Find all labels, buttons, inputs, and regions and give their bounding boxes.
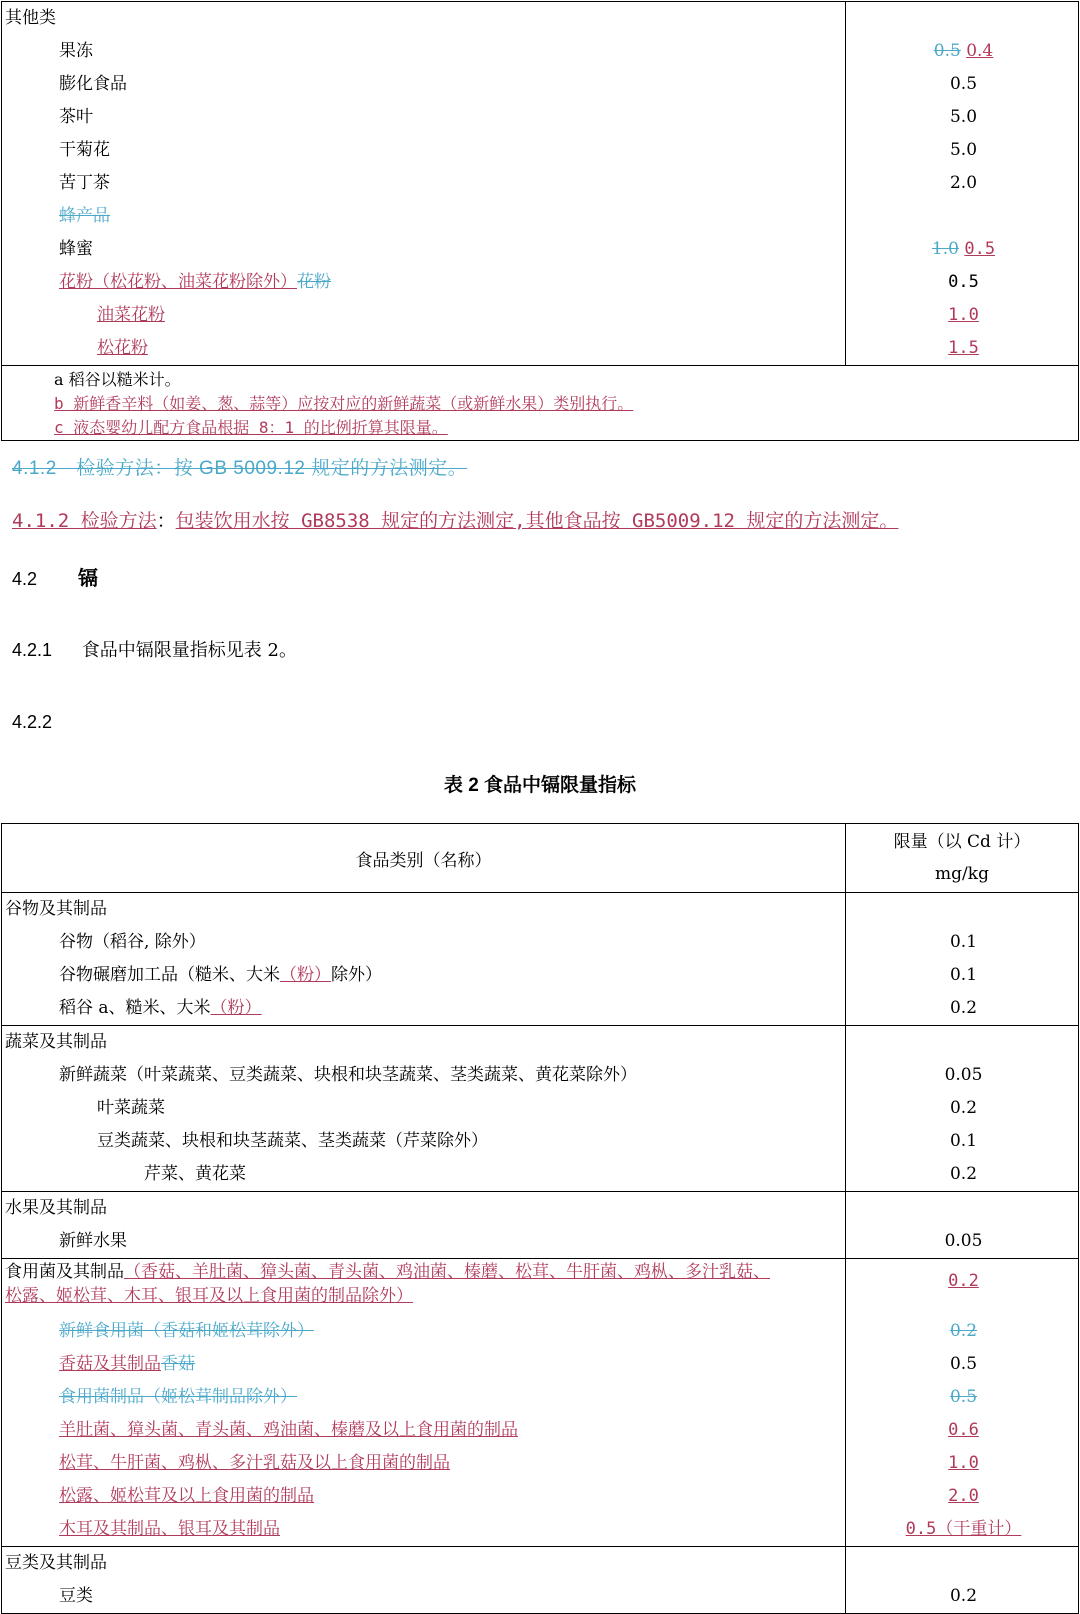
table-2-limit <box>846 893 1078 926</box>
clause-4-1-2-colon: ： <box>156 510 176 532</box>
category-text: 香菇及其制品 <box>59 1354 161 1374</box>
table-1-category <box>2 167 845 200</box>
clause-4-2-1-text: 食品中镉限量指标见表 2。 <box>81 640 297 661</box>
table-1-limit <box>846 233 1078 266</box>
limit-value: 5.0 <box>949 107 978 127</box>
table-2-limit <box>846 1125 1078 1158</box>
table-2-limit <box>846 1580 1078 1613</box>
limit-value: 0.2 <box>949 998 978 1018</box>
limit-value: 0.1 <box>949 1131 978 1151</box>
table-1-category <box>2 35 845 68</box>
table-2-category <box>2 1158 845 1191</box>
table-2-header-limit-line1: 限量（以 Cd 计） <box>893 832 1031 852</box>
table-2-limit-cell <box>846 1026 1079 1192</box>
limit-value: 0.2 <box>949 1164 978 1184</box>
category-text: 新鲜蔬菜（叶菜蔬菜、豆类蔬菜、块根和块茎蔬菜、茎类蔬菜、黄花菜除外） <box>59 1065 637 1085</box>
table-2-category-cell <box>2 1547 846 1614</box>
table-2-category <box>2 1059 845 1092</box>
category-text: 松露、姬松茸、木耳、银耳及以上食用菌的制品除外） <box>5 1286 413 1306</box>
table-2-limit <box>846 1414 1078 1447</box>
table-2-limit <box>846 959 1078 992</box>
limit-value: 5.0 <box>949 140 978 160</box>
table-1-limit <box>846 200 1078 233</box>
table-1-limit <box>846 2 1078 35</box>
limit-value: 2.0 <box>949 173 978 193</box>
table-1-category <box>2 134 845 167</box>
limit-value: 0.1 <box>949 965 978 985</box>
clause-4-1-2 <box>12 506 898 533</box>
category-text: 花粉（松花粉、油菜花粉除外） <box>59 272 297 292</box>
table-2-header-limit-line2: mg/kg <box>935 864 989 884</box>
table-2-group-row <box>2 1026 1079 1192</box>
table-2-category <box>2 1381 845 1414</box>
table-1-continuation <box>1 1 1079 441</box>
table-2-cadmium-limits <box>1 823 1079 1614</box>
table-2-category <box>2 926 845 959</box>
section-4-2-heading <box>12 562 98 591</box>
clause-4-2-2-number: 4.2.2 <box>12 712 53 732</box>
category-text: 干菊花 <box>59 140 110 160</box>
category-text: 稻谷 a、糙米、大米 <box>59 998 211 1018</box>
table-2-category <box>2 1348 845 1381</box>
table-2-limit <box>846 1348 1078 1381</box>
category-text: 叶菜蔬菜 <box>97 1098 165 1118</box>
category-text: 松花粉 <box>97 338 148 358</box>
table-1-limit <box>846 266 1078 299</box>
category-text: （粉） <box>280 965 331 985</box>
limit-value: 1.0 <box>931 239 959 259</box>
category-text: 豆类蔬菜、块根和块茎蔬菜、茎类蔬菜（芹菜除外） <box>97 1131 488 1151</box>
category-text: 松露、姬松茸及以上食用菌的制品 <box>59 1486 314 1506</box>
table-2-category <box>2 1447 845 1480</box>
table-1-category <box>2 68 845 101</box>
table-2-limit-cell <box>846 1547 1079 1614</box>
table-2-limit <box>846 992 1078 1025</box>
category-text: （香菇、羊肚菌、獐头菌、青头菌、鸡油菌、榛蘑、松茸、牛肝菌、鸡枞、多汁乳菇、 <box>124 1262 770 1282</box>
table-2-category <box>2 1125 845 1158</box>
table-2-header-category <box>2 824 846 893</box>
table-2-category <box>2 1225 845 1258</box>
limit-value: 0.5 <box>949 1387 978 1407</box>
category-text: 果冻 <box>59 41 93 61</box>
table-1-limit-column <box>846 2 1079 366</box>
limit-value: 0.2 <box>949 1321 978 1341</box>
clause-4-1-2-label: 4.1.2 检验方法 <box>12 510 157 532</box>
category-text: 膨化食品 <box>59 74 127 94</box>
table-2-header-row <box>2 824 1079 893</box>
table-2-limit-cell <box>846 1192 1079 1259</box>
category-text: 豆类及其制品 <box>5 1553 107 1573</box>
category-text: 苦丁茶 <box>59 173 110 193</box>
clause-4-1-2-text: 包装饮用水按 GB8538 规定的方法测定,其他食品按 GB5009.12 规定的方法测定。 <box>175 510 899 532</box>
table-2-limit <box>846 1480 1078 1513</box>
table-2-limit <box>846 1092 1078 1125</box>
table-2-category-cell <box>2 893 846 1026</box>
table-1-category <box>2 200 845 233</box>
limit-value: 0.5 <box>948 272 979 292</box>
category-text: 香菇 <box>161 1354 195 1374</box>
table-2-category <box>2 1259 845 1285</box>
table-2-category-cell <box>2 1026 846 1192</box>
category-text: 油菜花粉 <box>97 305 165 325</box>
table-1-limit <box>846 332 1078 365</box>
category-text: 食用菌制品（姬松茸制品除外） <box>59 1387 297 1407</box>
category-text: 除外） <box>331 965 382 985</box>
table-2-category-cell <box>2 1259 846 1547</box>
table-2-category <box>2 1414 845 1447</box>
table-1-category <box>2 299 845 332</box>
table-1-limit <box>846 101 1078 134</box>
table-2-category <box>2 1315 845 1348</box>
deleted-clause-4-1-2: 4.1.2 检验方法：按 GB 5009.12 规定的方法测定。 <box>12 458 468 479</box>
clause-4-2-1-number: 4.2.1 <box>12 640 53 660</box>
table-2-limit <box>846 1158 1078 1191</box>
limit-value: 0.5 <box>933 41 961 61</box>
table-2-category-cell <box>2 1192 846 1259</box>
table-1-category <box>2 233 845 266</box>
table-1-limit <box>846 134 1078 167</box>
table-2-category <box>2 1192 845 1225</box>
limit-value: 1.5 <box>948 338 979 358</box>
table-1-limit <box>846 167 1078 200</box>
limit-value: 0.05 <box>944 1231 983 1251</box>
table-1-category <box>2 266 845 299</box>
table-2-group-row <box>2 1192 1079 1259</box>
note-text: b 新鲜香辛料（如姜、葱、蒜等）应按对应的新鲜蔬菜（或新鲜水果）类别执行。 <box>54 394 634 413</box>
table-2-limit <box>846 1315 1078 1348</box>
table-1-category <box>2 332 845 365</box>
table-2-limit <box>846 1303 1078 1315</box>
category-text: 谷物（稻谷, 除外） <box>59 932 206 952</box>
limit-value: 0.5 <box>964 239 996 259</box>
table-2-category <box>2 1513 845 1546</box>
clause-4-2-1 <box>12 636 297 662</box>
table-1-note <box>2 416 1078 440</box>
limit-value: 0.2 <box>948 1271 979 1291</box>
category-text: 食用菌及其制品 <box>5 1262 124 1282</box>
table-1-notes-row <box>2 366 1079 441</box>
table-1-category <box>2 2 845 35</box>
table-2-category <box>2 1580 845 1613</box>
category-text: （粉） <box>210 998 262 1018</box>
category-text: 豆类 <box>59 1586 93 1606</box>
category-text: 谷物碾磨加工品（糙米、大米 <box>59 965 280 985</box>
table-2-header-limit <box>846 824 1079 893</box>
table-1-notes <box>2 366 1079 441</box>
table-2-limit <box>846 1192 1078 1225</box>
table-2-header-category-label: 食品类别（名称） <box>355 850 492 871</box>
table-2-limit <box>846 1225 1078 1258</box>
table-2-category <box>2 893 845 926</box>
category-text: 新鲜水果 <box>59 1231 127 1251</box>
limit-value: 0.4 <box>966 41 994 61</box>
category-text: 其他类 <box>5 8 56 28</box>
table-2-category <box>2 959 845 992</box>
category-text: 茶叶 <box>59 107 93 127</box>
category-text: 水果及其制品 <box>5 1198 107 1218</box>
category-text: 松茸、牛肝菌、鸡枞、多汁乳菇及以上食用菌的制品 <box>59 1453 450 1473</box>
table-1-category <box>2 101 845 134</box>
category-text: 芹菜、黄花菜 <box>144 1164 246 1184</box>
limit-value: 0.5 <box>949 1354 978 1374</box>
section-4-2-number: 4.2 <box>12 569 38 589</box>
category-text: 蜂蜜 <box>59 239 93 259</box>
table-2-category <box>2 1547 845 1580</box>
table-2-limit <box>846 1513 1078 1546</box>
table-2-group-row <box>2 1259 1079 1547</box>
table-1-limit <box>846 35 1078 68</box>
table-2-category <box>2 1285 845 1315</box>
limit-value: 0.1 <box>949 932 978 952</box>
limit-value: 0.2 <box>949 1586 978 1606</box>
table-2-limit <box>846 1259 1078 1303</box>
section-4-2-title: 镉 <box>78 568 99 590</box>
table-2-limit <box>846 1381 1078 1414</box>
limit-value: 1.0 <box>948 1453 979 1473</box>
table-2-limit <box>846 1547 1078 1580</box>
category-text: 蔬菜及其制品 <box>5 1032 107 1052</box>
table-2-limit <box>846 926 1078 959</box>
limit-value: 0.05 <box>944 1065 983 1085</box>
category-text: 蜂产品 <box>59 206 110 226</box>
table-1-note <box>2 368 1078 392</box>
table-2-category <box>2 1480 845 1513</box>
table-2-limit-cell <box>846 893 1079 1026</box>
table-2-limit <box>846 1447 1078 1480</box>
category-text: 羊肚菌、獐头菌、青头菌、鸡油菌、榛蘑及以上食用菌的制品 <box>59 1420 518 1440</box>
table-2-group-row <box>2 893 1079 1026</box>
limit-value: 1.0 <box>948 305 979 325</box>
limit-value: 0.5（干重计） <box>905 1519 1022 1539</box>
table-2-category <box>2 992 845 1025</box>
category-text: 木耳及其制品、银耳及其制品 <box>59 1519 280 1539</box>
table-1-note <box>2 392 1078 416</box>
table-2-limit-cell <box>846 1259 1079 1547</box>
table-1-limit <box>846 68 1078 101</box>
limit-value: 2.0 <box>948 1486 979 1506</box>
category-text: 新鲜食用菌（香菇和姬松茸除外） <box>59 1321 314 1341</box>
table-1-body <box>2 2 1079 366</box>
table-2-limit <box>846 1026 1078 1059</box>
table-2-caption: 表 2 食品中镉限量指标 <box>443 775 637 796</box>
limit-value: 0.5 <box>949 74 978 94</box>
category-text: 花粉 <box>297 272 331 292</box>
limit-value: 0.6 <box>948 1420 979 1440</box>
table-2-limit <box>846 1059 1078 1092</box>
note-text: a 稻谷以糙米计。 <box>54 370 181 389</box>
note-text: c 液态婴幼儿配方食品根据 8：1 的比例折算其限量。 <box>54 418 448 437</box>
table-2-category <box>2 1026 845 1059</box>
table-2-group-row <box>2 1547 1079 1614</box>
table-2-category <box>2 1092 845 1125</box>
table-1-limit <box>846 299 1078 332</box>
category-text: 谷物及其制品 <box>5 899 107 919</box>
table-1-category-column <box>2 2 846 366</box>
limit-value: 0.2 <box>949 1098 978 1118</box>
